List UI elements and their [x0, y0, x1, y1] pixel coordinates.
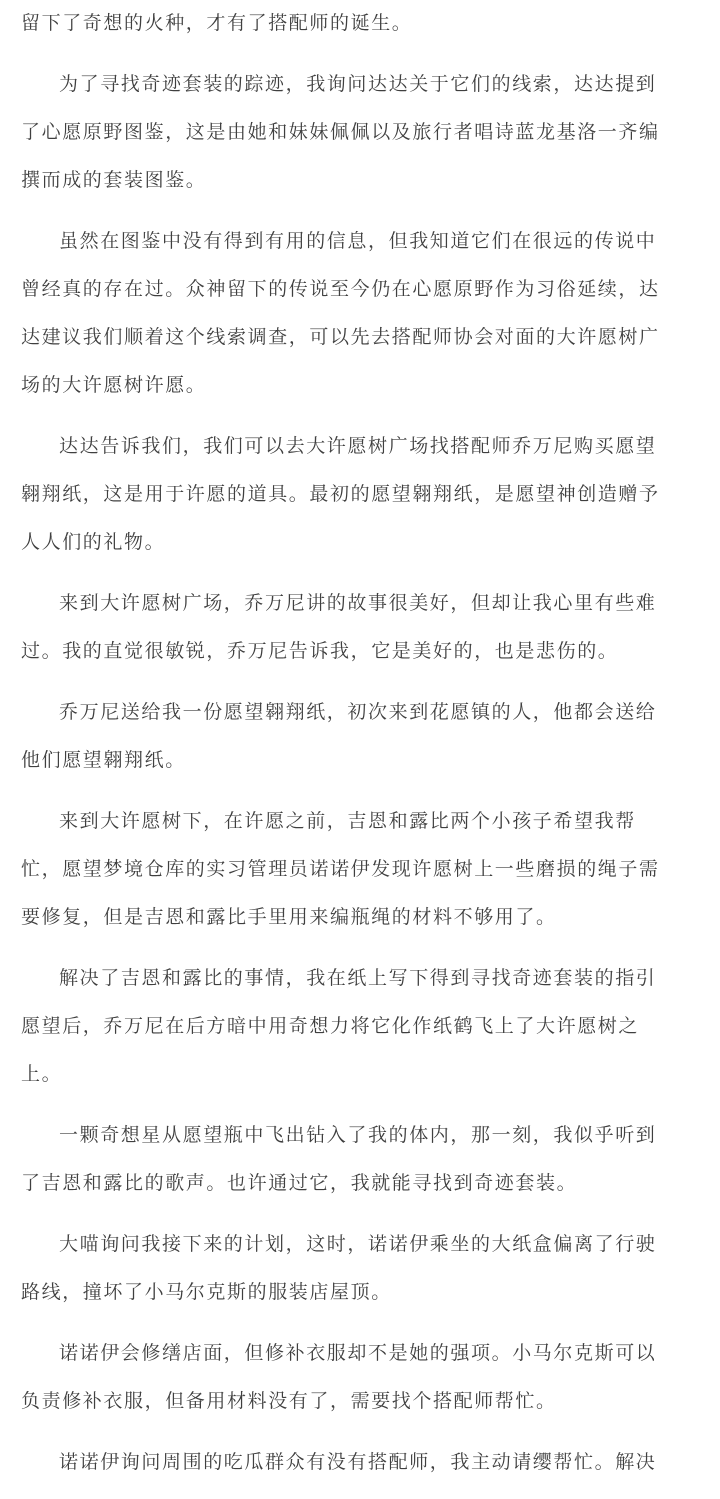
text-line: 路线，撞坏了小马尔克斯的服装店屋顶。 — [21, 1281, 392, 1303]
text-line: 愿望后，乔万尼在后方暗中用奇想力将它化作纸鹤飞上了大许愿树之 — [21, 1015, 640, 1037]
text-line: 来到大许愿树下，在许愿之前，吉恩和露比两个小孩子希望我帮 — [59, 810, 636, 832]
text-line: 达达告诉我们，我们可以去大许愿树广场找搭配师乔万尼购买愿望 — [59, 435, 657, 457]
text-line: 大喵询问我接下来的计划，这时，诺诺伊乘坐的大纸盒偏离了行驶 — [59, 1233, 657, 1255]
text-line: 达建议我们顺着这个线索调查，可以先去搭配师协会对面的大许愿树广 — [21, 326, 660, 348]
paragraph — [21, 217, 698, 409]
text-line: 过。我的直觉很敏锐，乔万尼告诉我，它是美好的，也是悲伤的。 — [21, 640, 619, 662]
text-line: 上。 — [21, 1063, 63, 1085]
text-line: 人人们的礼物。 — [21, 531, 166, 553]
text-line: 虽然在图鉴中没有得到有用的信息，但我知道它们在很远的传说中 — [59, 230, 657, 252]
paragraph — [21, 1220, 698, 1316]
paragraph — [21, 579, 698, 675]
text-line: 来到大许愿树广场，乔万尼讲的故事很美好，但却让我心里有些难 — [59, 592, 657, 614]
paragraph — [21, 1329, 698, 1425]
text-line: 解决了吉恩和露比的事情，我在纸上写下得到寻找奇迹套装的指引 — [59, 967, 657, 989]
text-line: 一颗奇想星从愿望瓶中飞出钻入了我的体内，那一刻，我似乎听到 — [59, 1124, 657, 1146]
text-line: 了心愿原野图鉴，这是由她和妹妹佩佩以及旅行者唱诗蓝龙基洛一齐编 — [21, 121, 660, 143]
paragraph — [21, 688, 698, 784]
text-line: 撰而成的套装图鉴。 — [21, 169, 207, 191]
text-line: 要修复，但是吉恩和露比手里用来编瓶绳的材料不够用了。 — [21, 906, 557, 928]
text-line: 负责修补衣服，但备用材料没有了，需要找个搭配师帮忙。 — [21, 1390, 557, 1412]
text-line: 翱翔纸，这是用于许愿的道具。最初的愿望翱翔纸，是愿望神创造赠予 — [21, 483, 660, 505]
paragraph — [21, 422, 698, 566]
text-line: 诺诺伊会修缮店面，但修补衣服却不是她的强项。小马尔克斯可以 — [59, 1342, 657, 1364]
text-line: 他们愿望翱翔纸。 — [21, 749, 186, 771]
paragraph — [21, 1111, 698, 1207]
text-line: 忙，愿望梦境仓库的实习管理员诺诺伊发现许愿树上一些磨损的绳子需 — [21, 858, 660, 880]
text-line: 乔万尼送给我一份愿望翱翔纸，初次来到花愿镇的人，他都会送给 — [59, 701, 657, 723]
paragraph — [21, 797, 698, 941]
paragraph — [21, 0, 698, 47]
text-line: 了吉恩和露比的歌声。也许通过它，我就能寻找到奇迹套装。 — [21, 1172, 578, 1194]
text-line: 曾经真的存在过。众神留下的传说至今仍在心愿原野作为习俗延续，达 — [21, 278, 660, 300]
paragraph — [21, 60, 698, 204]
text-line: 诺诺伊询问周围的吃瓜群众有没有搭配师，我主动请缨帮忙。解决 — [59, 1451, 657, 1473]
paragraph — [21, 1438, 698, 1486]
text-line: 为了寻找奇迹套装的踪迹，我询问达达关于它们的线索，达达提到 — [59, 73, 657, 95]
text-line: 场的大许愿树许愿。 — [21, 374, 207, 396]
text-line: 留下了奇想的火种，才有了搭配师的诞生。 — [21, 12, 413, 34]
paragraph — [21, 954, 698, 1098]
